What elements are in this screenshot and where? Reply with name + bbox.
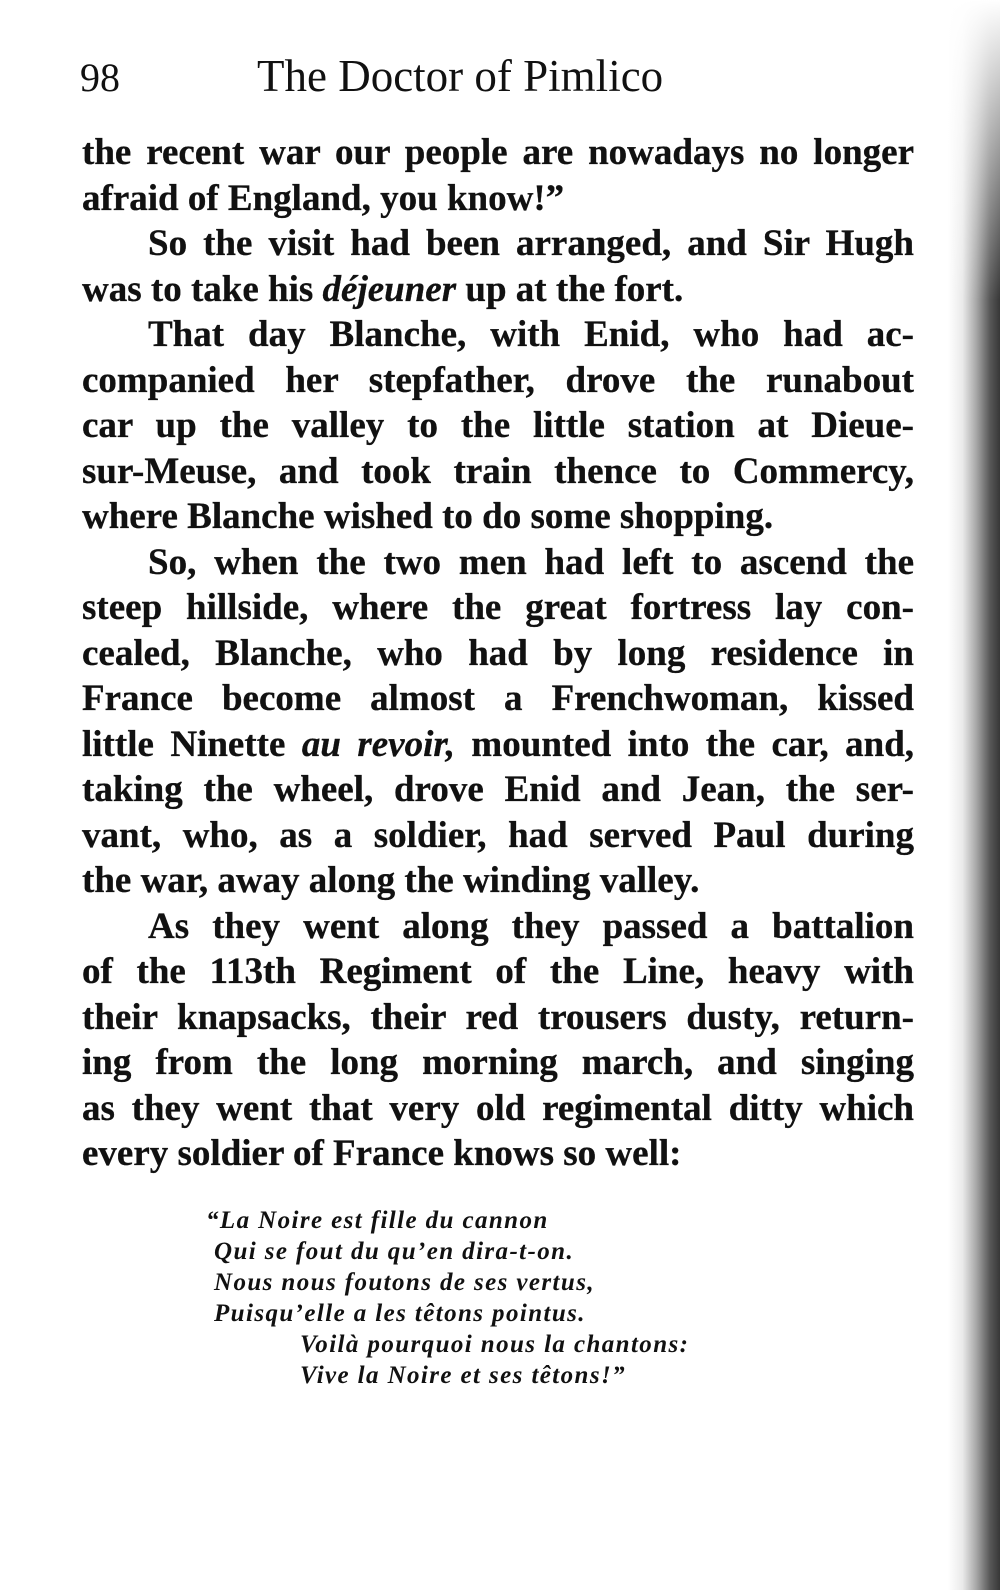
page-edge-fade: [948, 0, 1000, 300]
text-fragment: little Ninette: [82, 723, 286, 765]
text-fragment: up at the fort.: [465, 268, 684, 310]
text-line: of the 113th Regiment of the Line, heavy with: [82, 951, 914, 992]
page-header: [80, 50, 780, 110]
text-line: ing from the long morning march, and singing: [82, 1042, 914, 1083]
italic-phrase: au revoir,: [301, 723, 455, 765]
running-title: The Doctor of Pimlico: [257, 51, 664, 101]
text-line: France become almost a Frenchwoman, kissed: [82, 678, 914, 719]
text-line: every soldier of France knows so well:: [82, 1133, 682, 1174]
text-line: the recent war our people are nowadays no longer: [82, 132, 914, 173]
text-line: sur-Meuse, and took train thence to Commercy,: [82, 450, 914, 492]
text-line: cealed, Blanche, who had by long residence in: [82, 632, 914, 674]
verse-line: Nous nous foutons de ses vertus,: [214, 1269, 595, 1296]
text-line: steep hillside, where the great fortress lay con-: [82, 587, 914, 628]
body-text: [82, 130, 914, 1177]
text-line: where Blanche wished to do some shopping.: [82, 496, 774, 537]
verse-line: Voilà pourquoi nous la chantons:: [300, 1331, 690, 1358]
text-line: So, when the two men had left to ascend the: [148, 541, 914, 583]
text-line: That day Blanche, with Enid, who had ac-: [148, 314, 914, 355]
verse-line: Vive la Noire et ses têtons!”: [300, 1362, 627, 1389]
text-fragment: was to take his: [82, 268, 314, 310]
italic-word: déjeuner: [322, 268, 457, 310]
text-line: their knapsacks, their red trousers dusty, return-: [82, 996, 914, 1038]
text-line: the war, away along the winding valley.: [82, 860, 700, 901]
text-line: [82, 267, 914, 313]
verse-line: Qui se fout du qu’en dira-t-on.: [214, 1238, 575, 1265]
text-line: [82, 722, 914, 768]
text-line: afraid of England, you know!”: [82, 177, 565, 219]
text-fragment: mounted into the car, and,: [471, 723, 915, 765]
text-line: So the visit had been arranged, and Sir Hugh: [148, 223, 914, 264]
text-line: As they went along they passed a battalion: [148, 905, 914, 947]
text-line: companied her stepfather, drove the runabout: [82, 359, 914, 401]
text-line: taking the wheel, drove Enid and Jean, the ser-: [82, 769, 914, 810]
verse-line: Puisqu’elle a les têtons pointus.: [214, 1300, 586, 1327]
text-line: as they went that very old regimental ditty which: [82, 1087, 914, 1129]
page-number: 98: [80, 55, 120, 100]
text-line: car up the valley to the little station at Dieue-: [82, 405, 914, 446]
verse-line: “La Noire est fille du cannon: [206, 1207, 549, 1234]
text-line: vant, who, as a soldier, had served Paul during: [82, 814, 914, 856]
song-verse: [206, 1205, 774, 1391]
